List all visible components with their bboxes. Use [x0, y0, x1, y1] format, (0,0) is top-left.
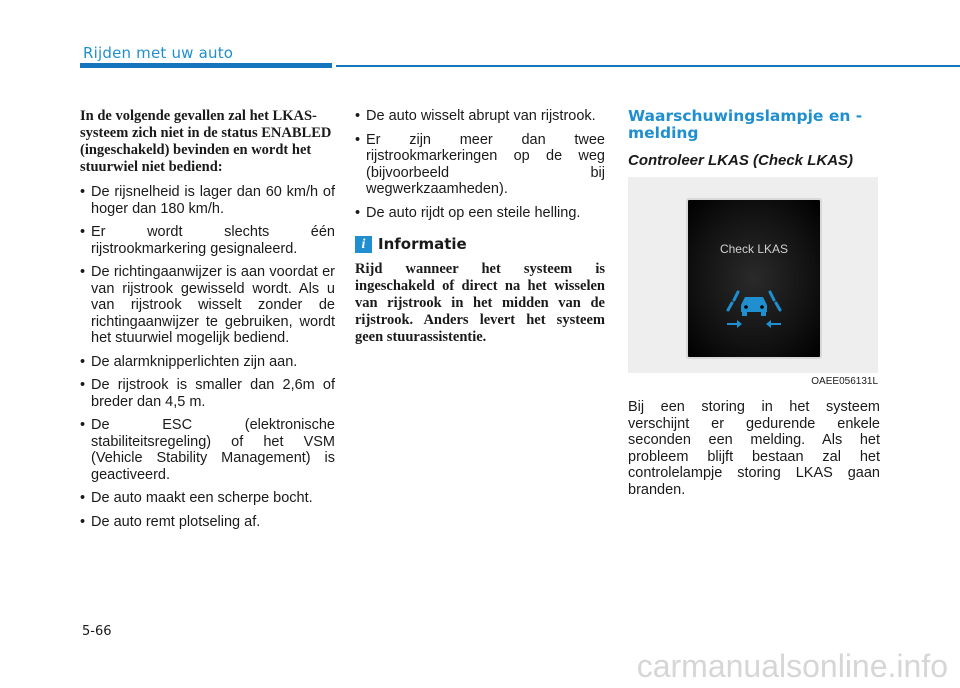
info-header: [355, 235, 605, 253]
list-item: • Er wordt slechts één rijstrookmarkering gesignaleerd.: [80, 224, 335, 257]
list-item: • De richtingaanwijzer is aan voordat er van rijstrook gewisseld wordt. Als u van rijstrook wisselt zonder de richtingaanwijzer te gebruiken, wordt het stuurwiel mogelijk bediend.: [80, 264, 335, 347]
watermark: carmanualsonline.info: [636, 648, 948, 684]
list-item: • De auto remt plotseling af.: [80, 514, 335, 531]
list-item: • De auto maakt een scherpe bocht.: [80, 490, 335, 507]
page-number: 5-66: [82, 624, 112, 639]
header-rule-thick: [80, 63, 332, 68]
list-item: • De ESC (elektronische stabiliteitsregeling) of het VSM (Vehicle Stability Management) is geactiveerd.: [80, 417, 335, 483]
list-item: • De alarmknipperlichten zijn aan.: [80, 354, 335, 371]
warning-body-text: Bij een storing in het systeem verschijnt er gedurende enkele seconden een melding. Als het probleem blijft bestaan zal het controlelampje storing LKAS gaan branden.: [628, 399, 880, 498]
lkas-warning-icon: [724, 288, 784, 328]
display-message: Check LKAS: [719, 242, 789, 256]
list-item: • Er zijn meer dan twee rijstrookmarkeringen op de weg (bijvoorbeeld bij wegwerkzaamheden).: [355, 132, 605, 198]
warning-section-title: Waarschuwingslampje en - melding: [628, 107, 863, 142]
list-item: • De auto rijdt op een steile helling.: [355, 205, 605, 222]
info-title: Informatie: [378, 235, 467, 253]
intro-paragraph: In de volgende gevallen zal het LKAS-systeem zich niet in de status ENABLED (ingeschakeld) bevinden en wordt het stuurwiel niet bediend:: [80, 108, 332, 175]
figure-code: OAEE056131L: [811, 376, 878, 387]
cluster-display: [686, 198, 822, 359]
list-item: • De rijstrook is smaller dan 2,6m of breder dan 4,5 m.: [80, 377, 335, 410]
right-column: [628, 108, 880, 498]
condition-list-continued: [355, 108, 605, 221]
middle-column: [355, 108, 605, 354]
condition-list: [80, 184, 335, 530]
list-item: • De auto wisselt abrupt van rijstrook.: [355, 108, 605, 125]
info-text: Rijd wanneer het systeem is ingeschakeld of direct na het wisselen van rijstrook in het midden van de rijstrook. Anders levert het systeem geen stuurassistentie.: [355, 261, 605, 345]
list-item: • De rijsnelheid is lager dan 60 km/h of hoger dan 180 km/h.: [80, 184, 335, 217]
header-section-title: Rijden met uw auto: [83, 44, 234, 62]
check-lkas-subtitle: Controleer LKAS (Check LKAS): [628, 152, 854, 169]
cluster-display-figure: [628, 177, 878, 373]
left-column: [80, 108, 335, 537]
info-icon: i: [355, 236, 372, 253]
header-rule-thin: [336, 65, 960, 67]
